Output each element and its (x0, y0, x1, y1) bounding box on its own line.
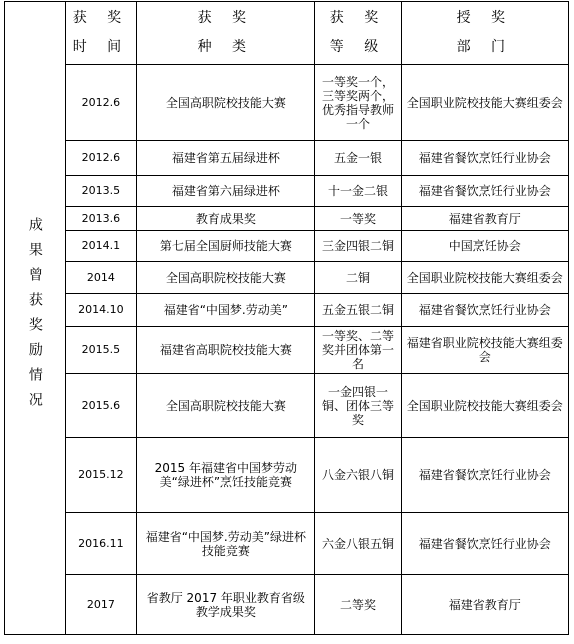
award-level: 八金六银八铜 (315, 438, 401, 513)
award-level: 五金五银二铜 (315, 294, 401, 327)
award-level: 三金四银二铜 (315, 231, 401, 262)
table-row (5, 374, 569, 438)
award-level: 二铜 (315, 262, 401, 294)
table-row (5, 294, 569, 327)
award-date: 2013.6 (65, 207, 137, 231)
award-type: 全国高职院校技能大赛 (137, 262, 315, 294)
table-row (5, 575, 569, 635)
award-type: 省教厅 2017 年职业教育省级教学成果奖 (137, 575, 315, 635)
award-date: 2012.6 (65, 65, 137, 141)
award-type: 全国高职院校技能大赛 (137, 374, 315, 438)
award-level: 十一金二银 (315, 176, 401, 207)
header-award-level: 获 奖 等 级 (315, 2, 401, 65)
award-date: 2014.10 (65, 294, 137, 327)
award-level: 一金四银一铜、团体三等奖 (315, 374, 401, 438)
award-department: 中国烹饪协会 (401, 231, 568, 262)
award-type: 第七届全国厨师技能大赛 (137, 231, 315, 262)
award-department: 全国职业院校技能大赛组委会 (401, 374, 568, 438)
award-date: 2015.12 (65, 438, 137, 513)
award-date: 2015.6 (65, 374, 137, 438)
award-date: 2013.5 (65, 176, 137, 207)
award-level: 一等奖、二等奖并团体第一名 (315, 327, 401, 374)
award-type: 福建省高职院校技能大赛 (137, 327, 315, 374)
award-type: 全国高职院校技能大赛 (137, 65, 315, 141)
award-department: 福建省餐饮烹饪行业协会 (401, 294, 568, 327)
award-date: 2014.1 (65, 231, 137, 262)
award-department: 福建省餐饮烹饪行业协会 (401, 141, 568, 176)
table-row (5, 141, 569, 176)
award-level: 二等奖 (315, 575, 401, 635)
award-department: 全国职业院校技能大赛组委会 (401, 65, 568, 141)
header-row (5, 2, 569, 65)
award-date: 2014 (65, 262, 137, 294)
table-row (5, 207, 569, 231)
award-department: 福建省餐饮烹饪行业协会 (401, 176, 568, 207)
award-date: 2016.11 (65, 513, 137, 575)
table-row (5, 513, 569, 575)
awards-table (4, 1, 569, 635)
award-type: 福建省第六届绿进杯 (137, 176, 315, 207)
award-type: 福建省第五届绿进杯 (137, 141, 315, 176)
award-date: 2012.6 (65, 141, 137, 176)
section-label-cell (5, 2, 66, 635)
award-type: 福建省“中国梦.劳动美” (137, 294, 315, 327)
award-level: 一等奖一个，三等奖两个，优秀指导教师一个 (315, 65, 401, 141)
table-row (5, 231, 569, 262)
award-level: 一等奖 (315, 207, 401, 231)
award-department: 福建省职业院校技能大赛组委会 (401, 327, 568, 374)
table-row (5, 438, 569, 513)
award-date: 2017 (65, 575, 137, 635)
award-date: 2015.5 (65, 327, 137, 374)
header-award-time: 获 奖 时 间 (65, 2, 137, 65)
award-type: 福建省“中国梦.劳动美”绿进杯技能竞赛 (137, 513, 315, 575)
table-row (5, 327, 569, 374)
section-label: 成果曾获奖励情况 (26, 216, 43, 417)
table-row (5, 65, 569, 141)
award-level: 五金一银 (315, 141, 401, 176)
award-department: 全国职业院校技能大赛组委会 (401, 262, 568, 294)
award-type: 教育成果奖 (137, 207, 315, 231)
table-row (5, 262, 569, 294)
award-department: 福建省教育厅 (401, 207, 568, 231)
award-type: 2015 年福建省中国梦劳动美“绿进杯”烹饪技能竞赛 (137, 438, 315, 513)
award-level: 六金八银五铜 (315, 513, 401, 575)
award-department: 福建省餐饮烹饪行业协会 (401, 513, 568, 575)
header-award-department: 授 奖 部 门 (401, 2, 568, 65)
table-row (5, 176, 569, 207)
header-award-type: 获 奖 种 类 (137, 2, 315, 65)
award-department: 福建省餐饮烹饪行业协会 (401, 438, 568, 513)
award-department: 福建省教育厅 (401, 575, 568, 635)
